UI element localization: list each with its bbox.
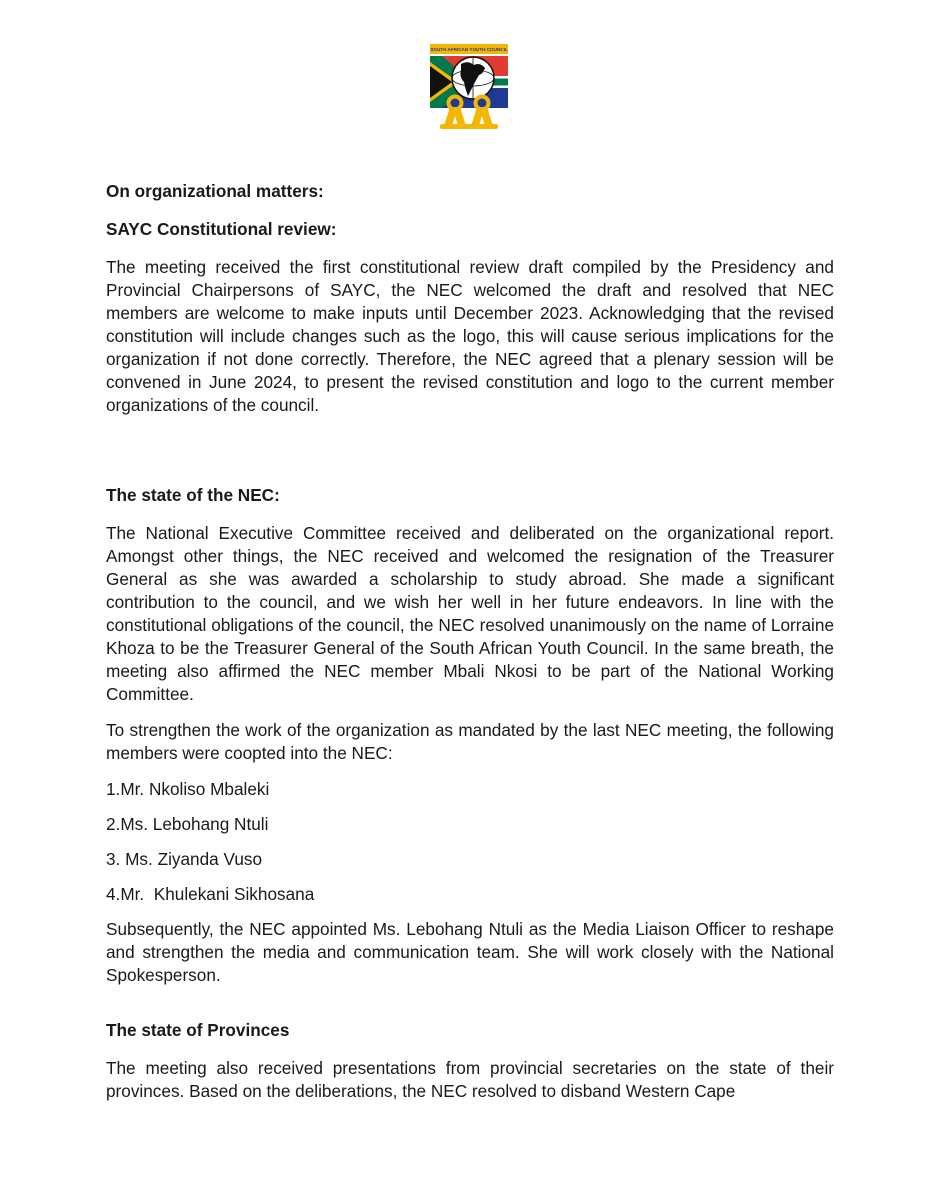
section-spacer bbox=[106, 430, 834, 484]
coopted-member-4: 4.Mr. Khulekani Sikhosana bbox=[106, 884, 315, 904]
logo-banner-text: SOUTH AFRICAN YOUTH COUNCIL bbox=[430, 47, 508, 53]
document-body bbox=[106, 180, 834, 1116]
nec-state-paragraph-2: To strengthen the work of the organization as mandated by the last NEC meeting, the following members were coopted into the NEC: bbox=[106, 720, 834, 763]
coopted-member-1: 1.Mr. Nkoliso Mbaleki bbox=[106, 779, 270, 799]
constitution-heading: SAYC Constitutional review: bbox=[106, 219, 337, 239]
nec-state-heading: The state of the NEC: bbox=[106, 485, 280, 505]
constitution-paragraph: The meeting received the first constitutional review draft compiled by the Presidency and Provincial Chairpersons of SAYC, the NEC welcomed the draft and resolved that NEC members are welcome to make inputs until December 2023. Acknowledging that the revised constitution will include changes such as the logo, this will cause serious implications for the organization if not done correctly. Therefore, the NEC agreed that a plenary session will be convened in June 2024, to present the revised constitution and logo to the current member organizations of the council. bbox=[106, 257, 834, 415]
coopted-member-2: 2.Ms. Lebohang Ntuli bbox=[106, 814, 269, 834]
coopted-member-3: 3. Ms. Ziyanda Vuso bbox=[106, 849, 263, 869]
provinces-heading: The state of Provinces bbox=[106, 1020, 290, 1040]
nec-state-paragraph-3: Subsequently, the NEC appointed Ms. Lebohang Ntuli as the Media Liaison Officer to reshape and strengthen the media and communication team. She will work closely with the National Spokesperson. bbox=[106, 919, 834, 985]
org-matters-heading: On organizational matters: bbox=[106, 181, 324, 201]
nec-state-paragraph-1: The National Executive Committee received and deliberated on the organizational report. Amongst other things, the NEC received and welcomed the resignation of the Treasurer General as she was awarded a scholarship to study abroad. She made a significant contribution to the council, and we wish her well in her future endeavors. In line with the constitutional obligations of the council, the NEC resolved unanimously on the name of Lorraine Khoza to be the Treasurer General of the South African Youth Council. In the same breath, the meeting also affirmed the NEC member Mbali Nkosi to be part of the National Working Committee. bbox=[106, 523, 834, 704]
sayc-logo bbox=[428, 44, 510, 132]
section-spacer bbox=[106, 1000, 834, 1019]
provinces-paragraph: The meeting also received presentations from provincial secretaries on the state of their provinces. Based on the deliberations, the NEC resolved to disband Western Cape bbox=[106, 1058, 834, 1101]
